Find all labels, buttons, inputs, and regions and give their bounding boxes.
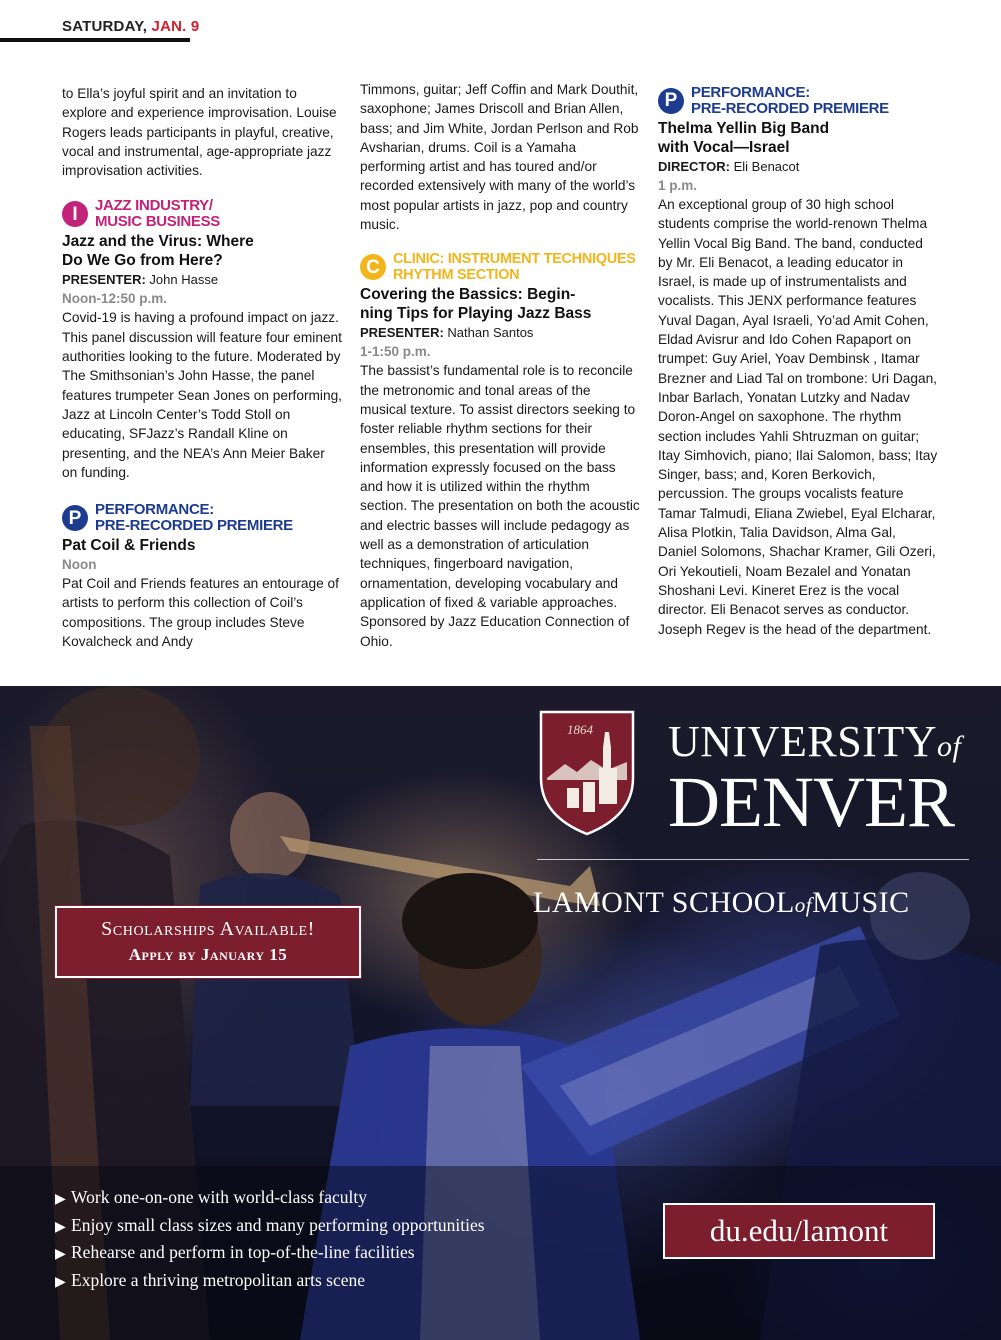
category-label bbox=[95, 198, 220, 230]
event-title-line1: Thelma Yellin Big Band bbox=[658, 120, 830, 137]
event-title-line1: Covering the Bassics: Begin- bbox=[360, 286, 576, 304]
university-wordmark bbox=[668, 717, 962, 842]
director-name: Eli Benacot bbox=[733, 159, 800, 174]
university-line2: DENVER bbox=[668, 762, 954, 842]
bullet-text: Work one-on-one with world-class faculty bbox=[71, 1187, 368, 1207]
event-title-line2: Do We Go from Here? bbox=[62, 252, 223, 270]
category-label bbox=[95, 502, 293, 534]
university-crest-logo bbox=[537, 708, 637, 838]
ad-divider bbox=[537, 859, 969, 860]
category-line2: PRE-RECORDED PREMIERE bbox=[691, 100, 889, 117]
event-time: 1-1:50 p.m. bbox=[360, 344, 431, 360]
column-2 bbox=[360, 80, 640, 651]
event-title-line2: with Vocal—Israel bbox=[658, 139, 790, 156]
event-presenter bbox=[62, 270, 342, 289]
category-badge: C bbox=[360, 254, 386, 280]
bullet-text: Explore a thriving metropolitan arts scene bbox=[71, 1269, 366, 1290]
event-thelma-yellin bbox=[658, 85, 938, 639]
category-line2: RHYTHM SECTION bbox=[393, 267, 520, 284]
school-name-b: MUSIC bbox=[812, 886, 910, 919]
event-director bbox=[658, 157, 938, 176]
university-line1: UNIVERSITY bbox=[668, 717, 937, 766]
event-time: Noon bbox=[62, 557, 97, 573]
triangle-right-icon: ▶ bbox=[55, 1247, 66, 1262]
presenter-name: John Hasse bbox=[149, 272, 219, 288]
event-category bbox=[360, 251, 640, 283]
event-body: Pat Coil and Friends features an entourage of artists to perform this collection of Coil’s compositions. The group includes Steve Kovalcheck and Andy bbox=[62, 576, 339, 650]
header-day: SATURDAY, bbox=[62, 18, 148, 35]
website-url-link[interactable]: du.edu/lamont bbox=[663, 1203, 935, 1259]
school-name-of: of bbox=[794, 893, 813, 917]
event-title bbox=[360, 285, 640, 323]
triangle-right-icon: ▶ bbox=[55, 1192, 66, 1207]
event-category bbox=[62, 198, 342, 230]
header-date: JAN. 9 bbox=[151, 18, 200, 35]
event-title: Pat Coil & Friends bbox=[62, 537, 196, 555]
scholarships-line2: Apply by January 15 bbox=[128, 945, 288, 964]
header-rule bbox=[0, 38, 190, 42]
column-3 bbox=[658, 85, 938, 639]
event-covering-the-bassics bbox=[360, 251, 640, 650]
school-name-a: LAMONT SCHOOL bbox=[533, 886, 795, 919]
category-label bbox=[691, 85, 889, 117]
event-time: Noon-12:50 p.m. bbox=[62, 291, 168, 307]
presenter-name: Nathan Santos bbox=[447, 325, 534, 341]
university-of-denver-ad bbox=[0, 686, 1001, 1340]
category-line1: CLINIC: INSTRUMENT TECHNIQUES bbox=[393, 251, 636, 268]
event-body: Covid-19 is having a profound impact on jazz. This panel discussion will feature four eminent authorities looking to the future. Moderated by The Smithsonian’s John Hasse, the panel features trumpeter Sean Jones on performing, Jazz at Lincoln Center’s Todd Stoll on educating, SFJazz’s Randall Kline on presenting, and the NEA’s Ann Meier Baker on funding. bbox=[62, 310, 342, 480]
category-line1: JAZZ INDUSTRY/ bbox=[95, 197, 213, 215]
bullet-text: Enjoy small class sizes and many performing opportunities bbox=[71, 1214, 485, 1235]
bullet-text: Rehearse and perform in top-of-the-line facilities bbox=[71, 1242, 415, 1262]
col2-intro: Timmons, guitar; Jeff Coffin and Mark Douthit, saxophone; James Driscoll and Brian Allen, bass; and Jim White, Jordan Perlson and Rob Avsharian, drums. Coil is a Yamaha performing artist and has toured and/or recorded extensively with many of the world’s most popular artists in jazz, pop and country music. bbox=[360, 82, 639, 233]
crest-year: 1864 bbox=[567, 722, 593, 737]
page-date bbox=[62, 18, 199, 35]
triangle-right-icon: ▶ bbox=[55, 1219, 66, 1235]
presenter-label: PRESENTER: bbox=[360, 325, 444, 341]
col1-intro: to Ella’s joyful spirit and an invitation to explore and experience improvisation. Louise Rogers leads participants in playful, creative, vocal and instrumental, age-appropriate jazz improvisation activities. bbox=[62, 86, 337, 179]
scholarships-line1: Scholarships Available! bbox=[101, 918, 315, 940]
bullet-item bbox=[55, 1268, 485, 1296]
bullet-item bbox=[55, 1240, 485, 1268]
event-title bbox=[658, 119, 938, 157]
ad-bullet-list bbox=[55, 1185, 485, 1295]
event-body: The bassist’s fundamental role is to reconcile the metronomic and tonal areas of the musical texture. To assist directors seeking to foster reliable rhythm sections for their ensembles, this presentation will provide information expressly focused on the bass and how it is utilized within the rhythm section. The presentation on both the acoustic and electric basses will include pedagogy as well as a demonstration of articulation techniques, fingerboard navigation, ornamentation, developing vocabulary and application of fixed & variable approaches. Sponsored by Jazz Education Connection of Ohio. bbox=[360, 363, 640, 649]
page-header bbox=[0, 0, 1001, 48]
triangle-right-icon: ▶ bbox=[55, 1274, 66, 1290]
event-body: An exceptional group of 30 high school students comprise the world-renown Thelma Yellin Vocal Big Band. The band, conducted by Mr. Eli Benacot, a leading educator in Israel, is made up of instrumentalists and vocalists. This JENX performance features Yuval Dagan, Ayal Israeli, Yo’ad Amit Cohen, Eldad Avisrur and Ido Cohen Rapaport on trumpet: Guy Ariel, Yoav Dembinsk , Itamar Brezner and Liad Tal on trombone: Uri Dagan, Inbar Barlach, Yonatan Lutzky and Nadav Doron-Angel on saxophone. The rhythm section includes Yahli Shtruzman on guitar; Itay Simhovich, piano; Ilai Salomon, bass; Itay Singer, bass; and, Koren Berkovich, percussion. The groups vocalists feature Tamar Talmudi, Eliana Zwiebel, Eyal Elcharar, Alisa Plotkin, Talia Davidson, Alma Gal, Daniel Solomons, Shachar Kramer, Gili Ozeri, Ori Yekoutieli, Noam Bezalel and Yonatan Shoshani Levi. Kineret Erez is the vocal director. Eli Benacot serves as conductor. Joseph Regev is the head of the department. bbox=[658, 197, 938, 637]
event-pat-coil bbox=[62, 502, 342, 651]
event-jazz-and-the-virus bbox=[62, 198, 342, 482]
scholarships-box bbox=[55, 906, 361, 978]
event-presenter bbox=[360, 323, 640, 342]
category-line2: MUSIC BUSINESS bbox=[95, 213, 220, 231]
event-title-line2: ning Tips for Playing Jazz Bass bbox=[360, 305, 592, 323]
event-time: 1 p.m. bbox=[658, 178, 698, 193]
event-category bbox=[658, 85, 938, 117]
category-label bbox=[393, 251, 636, 283]
category-line1: PERFORMANCE: bbox=[691, 84, 810, 101]
event-title-line1: Jazz and the Virus: Where bbox=[62, 233, 254, 251]
category-badge: P bbox=[62, 505, 88, 531]
presenter-label: PRESENTER: bbox=[62, 272, 146, 288]
director-label: DIRECTOR: bbox=[658, 159, 730, 174]
category-line1: PERFORMANCE: bbox=[95, 501, 214, 519]
university-of: of bbox=[936, 730, 962, 763]
event-category bbox=[62, 502, 342, 534]
event-title bbox=[62, 232, 342, 270]
bullet-item bbox=[55, 1213, 485, 1241]
school-name bbox=[533, 886, 910, 920]
bullet-item bbox=[55, 1185, 485, 1213]
category-badge: P bbox=[658, 88, 684, 114]
column-1 bbox=[62, 84, 342, 651]
category-badge: I bbox=[62, 201, 88, 227]
category-line2: PRE-RECORDED PREMIERE bbox=[95, 517, 293, 535]
